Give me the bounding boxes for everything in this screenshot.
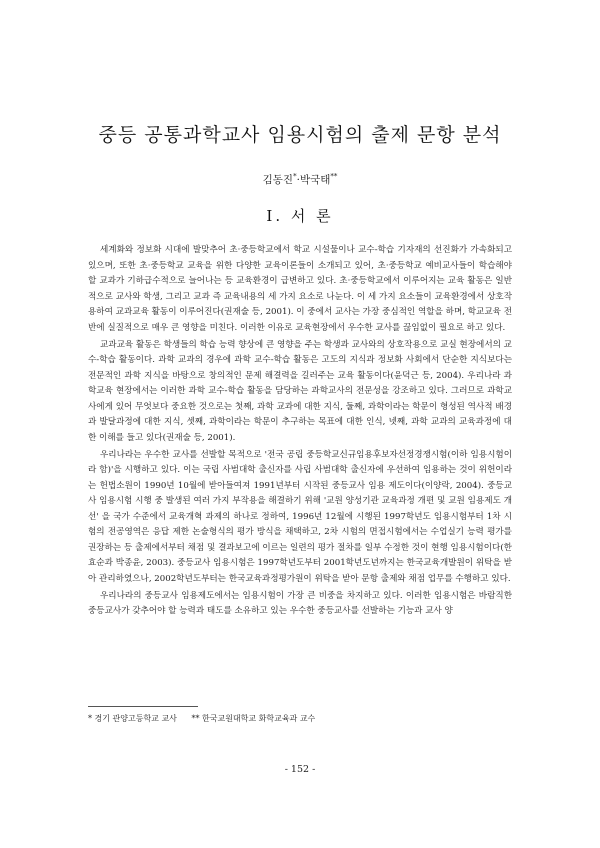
author-footnote-mark: * — [293, 172, 297, 181]
footnotes — [88, 713, 512, 724]
body-text — [88, 243, 512, 621]
paragraph: 세계화와 정보화 시대에 발맞추어 초·중등학교에서 학교 시설물이나 교수-학습 기자재의 선진화가 가속화되고 있으며, 또한 초·중등학교 교육을 위한 다양한 교육이론들이 소개되고 있어, 초·중등학교 예비교사들이 학습해야 할 교과가 기하급수적으로 늘어나는 등 교육환경이 급변하고 있다. 초·중등학교에서 이루어지는 교육 활동은 일반적으로 교사와 학생, 그리고 교과 즉 교육내용의 세 가지 요소로 나눈다. 이 세 가지 요소들이 교육환경에서 상호작용하여 교과교육 활동이 이루어진다(권재술 등, 2001). 이 중에서 교사는 가장 중심적인 역할을 하며, 학교교육 전반에 실질적으로 매우 큰 영향을 미친다. 이러한 이유로 교육현장에서 우수한 교사를 끊임없이 필요로 하고 있다. — [88, 245, 512, 333]
author-separator: · — [296, 174, 300, 186]
footnote: * 경기 관양고등학교 교사 — [88, 714, 177, 723]
author-footnote-mark: ** — [330, 172, 338, 181]
author-line — [0, 172, 600, 187]
author-name: 박국태 — [299, 174, 331, 186]
page-number: - 152 - — [284, 764, 316, 775]
author-name: 김동진 — [262, 174, 294, 186]
paper-title: 중등 공통과학교사 임용시험의 출제 문항 분석 — [98, 124, 502, 146]
section-heading: Ⅰ. 서 론 — [266, 207, 334, 225]
footnote: ** 한국교원대학교 화학교육과 교수 — [191, 714, 316, 723]
paragraph: 우리나라의 중등교사 임용제도에서는 임용시험이 가장 큰 비중을 차지하고 있다. 이러한 임용시험은 바람직한 중등교사가 갖추어야 할 능력과 태도를 소유하고 있는 우수한 중등교사를 선발하는 기능과 교사 양 — [88, 590, 512, 616]
paragraph: 우리나라는 우수한 교사를 선발할 목적으로 '전국 공립 중등학교신규임용후보자선정경쟁시험(이하 임용시험이라 함)'을 시행하고 있다. 이는 국립 사범대학 출신자를 사립 사범대학 출신자에 우선하여 임용하는 것이 위헌이라는 헌법소원이 1990년 10월에 받아들여져 1991년부터 시작된 중등교사 임용 제도이다(이양락, 2004). 중등교사 임용시험 시행 중 발생된 여러 가지 부작용을 해결하기 위해 '교원 양성기관 교육과정 개편 및 교원 임용제도 개선' 을 국가 수준에서 교육개혁 과제의 하나로 정하여, 1996년 12월에 시행된 1997학년도 임용시험부터 1차 시험의 전공영역은 응답 제한 논술형식의 평가 방식을 채택하고, 2차 시험의 면접시험에서는 수업실기 능력 평가를 권장하는 등 출제에서부터 채점 및 결과보고에 이르는 일련의 평가 절차를 일부 수정한 것이 현행 임용시험이다(한효순과 박종윤, 2003). 중등교사 임용시험은 1997학년도부터 2001학년도년까지는 한국교육개발원이 위탁을 받아 관리하였으나, 2002학년도부터는 한국교육과정평가원이 위탁을 받아 문항 출제와 채점 업무를 수행하고 있다. — [88, 449, 512, 584]
paragraph: 교과교육 활동은 학생들의 학습 능력 향상에 큰 영향을 주는 학생과 교사와의 상호작용으로 교실 현장에서의 교수-학습 활동이다. 과학 교과의 경우에 과학 교수-학습 활동은 고도의 지식과 정보화 사회에서 단순한 지식보다는 전문적인 과학 지식을 바탕으로 창의적인 문제 해결력을 길러주는 교육 활동이다(윤덕근 등, 2004). 우리나라 과학교육 현장에서는 이러한 과학 교수-학습 활동을 담당하는 과학교사의 전문성을 강조하고 있다. 그러므로 과학교사에게 있어 무엇보다 중요한 것으로는 첫째, 과학 교과에 대한 지식, 둘째, 과학이라는 학문이 형성된 역사적 배경과 발달과정에 대한 지식, 셋째, 과학이라는 학문이 추구하는 목표에 대한 인식, 넷째, 과학 교과의 교육과정에 대한 이해를 들고 있다(권재술 등, 2001). — [88, 339, 512, 443]
footnote-divider — [88, 706, 198, 707]
